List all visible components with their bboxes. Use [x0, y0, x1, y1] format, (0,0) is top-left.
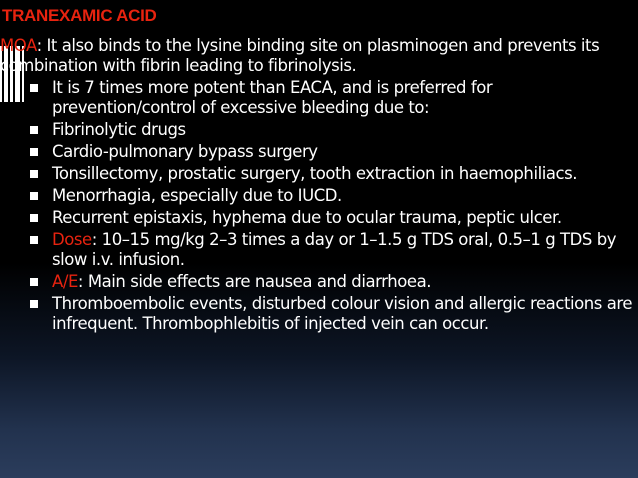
bullet-list: [27, 78, 635, 334]
moa-label: MOA: [0, 36, 37, 55]
bullet-text: Thromboembolic events, disturbed colour vision and allergic reactions are infrequent. Thrombophlebitis of injected vein can occur.: [52, 294, 633, 333]
list-item: [27, 186, 635, 206]
bullet-text: : 10–15 mg/kg 2–3 times a day or 1–1.5 g TDS oral, 0.5–1 g TDS by slow i.v. infusion.: [52, 230, 617, 269]
bullet-text: It is 7 times more potent than EACA, and is preferred for prevention/control of excessive bleeding due to:: [52, 78, 493, 117]
list-item-adverse-effects: [27, 272, 635, 292]
bullet-text: Tonsillectomy, prostatic surgery, tooth extraction in haemophiliacs.: [52, 164, 578, 183]
bullet-text: Recurrent epistaxis, hyphema due to ocular trauma, peptic ulcer.: [52, 208, 562, 227]
adverse-effects-label: A/E: [52, 272, 78, 291]
slide-body: [0, 36, 635, 336]
list-item: [27, 164, 635, 184]
bullet-text: Cardio-pulmonary bypass surgery: [52, 142, 318, 161]
moa-text: It also binds to the lysine binding site on plasminogen and prevents its combination with fibrin leading to fibrinolysis.: [0, 36, 600, 75]
slide-title: TRANEXAMIC ACID: [2, 6, 157, 25]
dose-label: Dose: [52, 230, 92, 249]
list-item: [27, 120, 635, 140]
list-item: [27, 142, 635, 162]
list-item: [27, 208, 635, 228]
bullet-text: Menorrhagia, especially due to IUCD.: [52, 186, 342, 205]
bullet-text: : Main side effects are nausea and diarrhoea.: [77, 272, 432, 291]
list-item-dose: [27, 230, 635, 270]
bullet-text: Fibrinolytic drugs: [52, 120, 186, 139]
moa-separator: :: [36, 36, 42, 55]
moa-paragraph: [0, 36, 635, 76]
list-item: [27, 78, 635, 118]
list-item: [27, 294, 635, 334]
